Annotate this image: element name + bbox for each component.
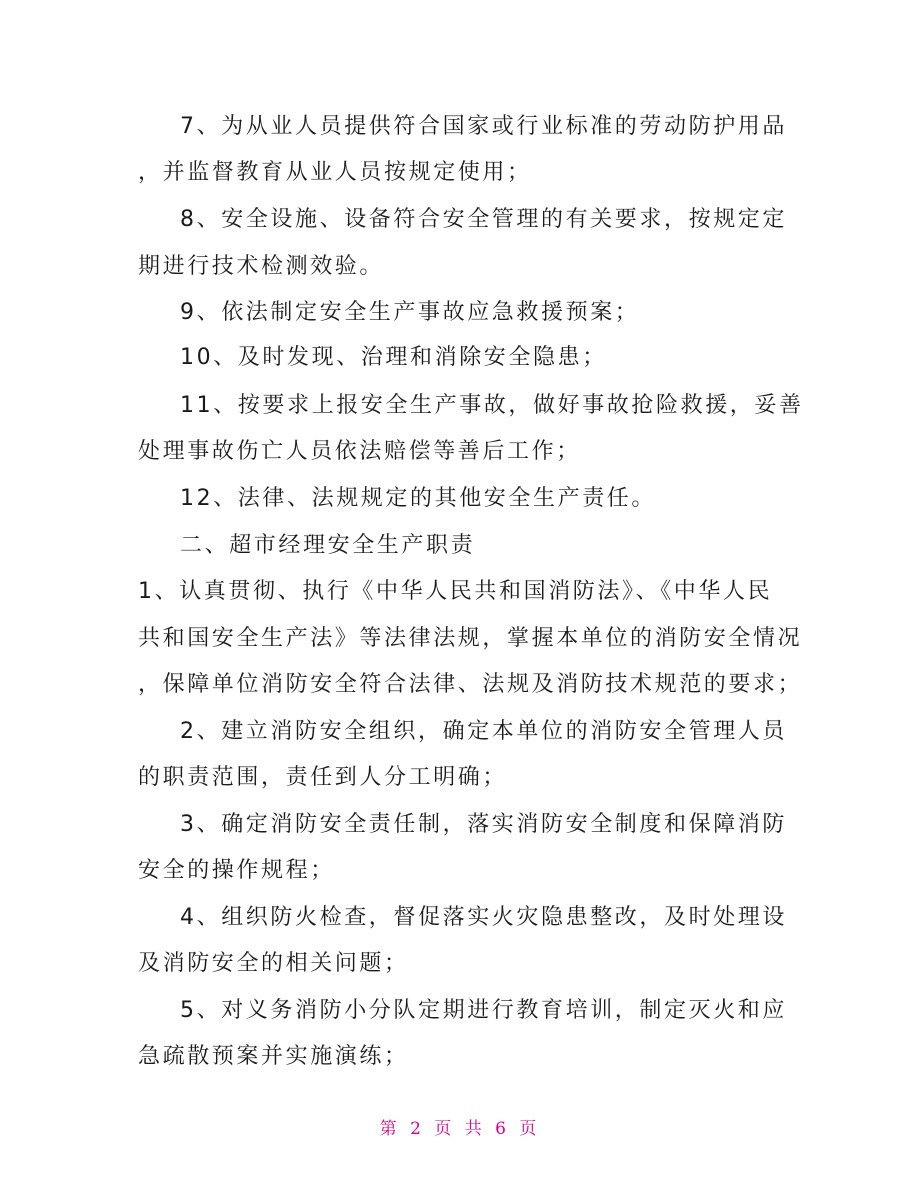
text-line: 2、建立消防安全组织，确定本单位的消防安全管理人员 (180, 719, 787, 744)
text-line: 处理事故伤亡人员依法赔偿等善后工作； (138, 439, 581, 464)
text-line: 的职责范围，责任到人分工明确； (138, 765, 508, 790)
text-line: 急疏散预案并实施演练； (138, 1044, 409, 1069)
page-number-footer: 第 2 页 共 6 页 (379, 1119, 541, 1139)
text-line: 12、法律、法规规定的其他安全生产责任。 (180, 486, 656, 511)
text-line: 8、安全设施、设备符合安全管理的有关要求，按规定定 (180, 207, 787, 232)
text-line: 安全的操作规程； (138, 858, 335, 883)
text-line: 11、按要求上报安全生产事故，做好事故抢险救援，妥善 (180, 393, 804, 418)
text-line: 7、为从业人员提供符合国家或行业标准的劳动防护用品 (180, 114, 787, 139)
text-line: 4、组织防火检查，督促落实火灾隐患整改，及时处理设 (180, 905, 787, 930)
text-line: ，并监督教育从业人员按规定使用； (138, 160, 532, 185)
section-heading: 二、超市经理安全生产职责 (180, 533, 476, 558)
text-line: 3、确定消防安全责任制，落实消防安全制度和保障消防 (180, 812, 787, 837)
text-line: 1、认真贯彻、执行《中华人民共和国消防法》、《中华人民 (138, 579, 773, 604)
text-line: 及消防安全的相关问题； (138, 951, 409, 976)
text-line: 共和国安全生产法》等法律法规，掌握本单位的消防安全情况 (138, 626, 803, 651)
text-line: 5、对义务消防小分队定期进行教育培训，制定灭火和应 (180, 998, 787, 1023)
text-line: 9、依法制定安全生产事故应急救援预案； (180, 300, 640, 325)
text-line: ，保障单位消防安全符合法律、法规及消防技术规范的要求； (138, 672, 803, 697)
text-line: 期进行技术检测效验。 (138, 254, 385, 279)
text-line: 10、及时发现、治理和消除安全隐患； (180, 345, 607, 370)
